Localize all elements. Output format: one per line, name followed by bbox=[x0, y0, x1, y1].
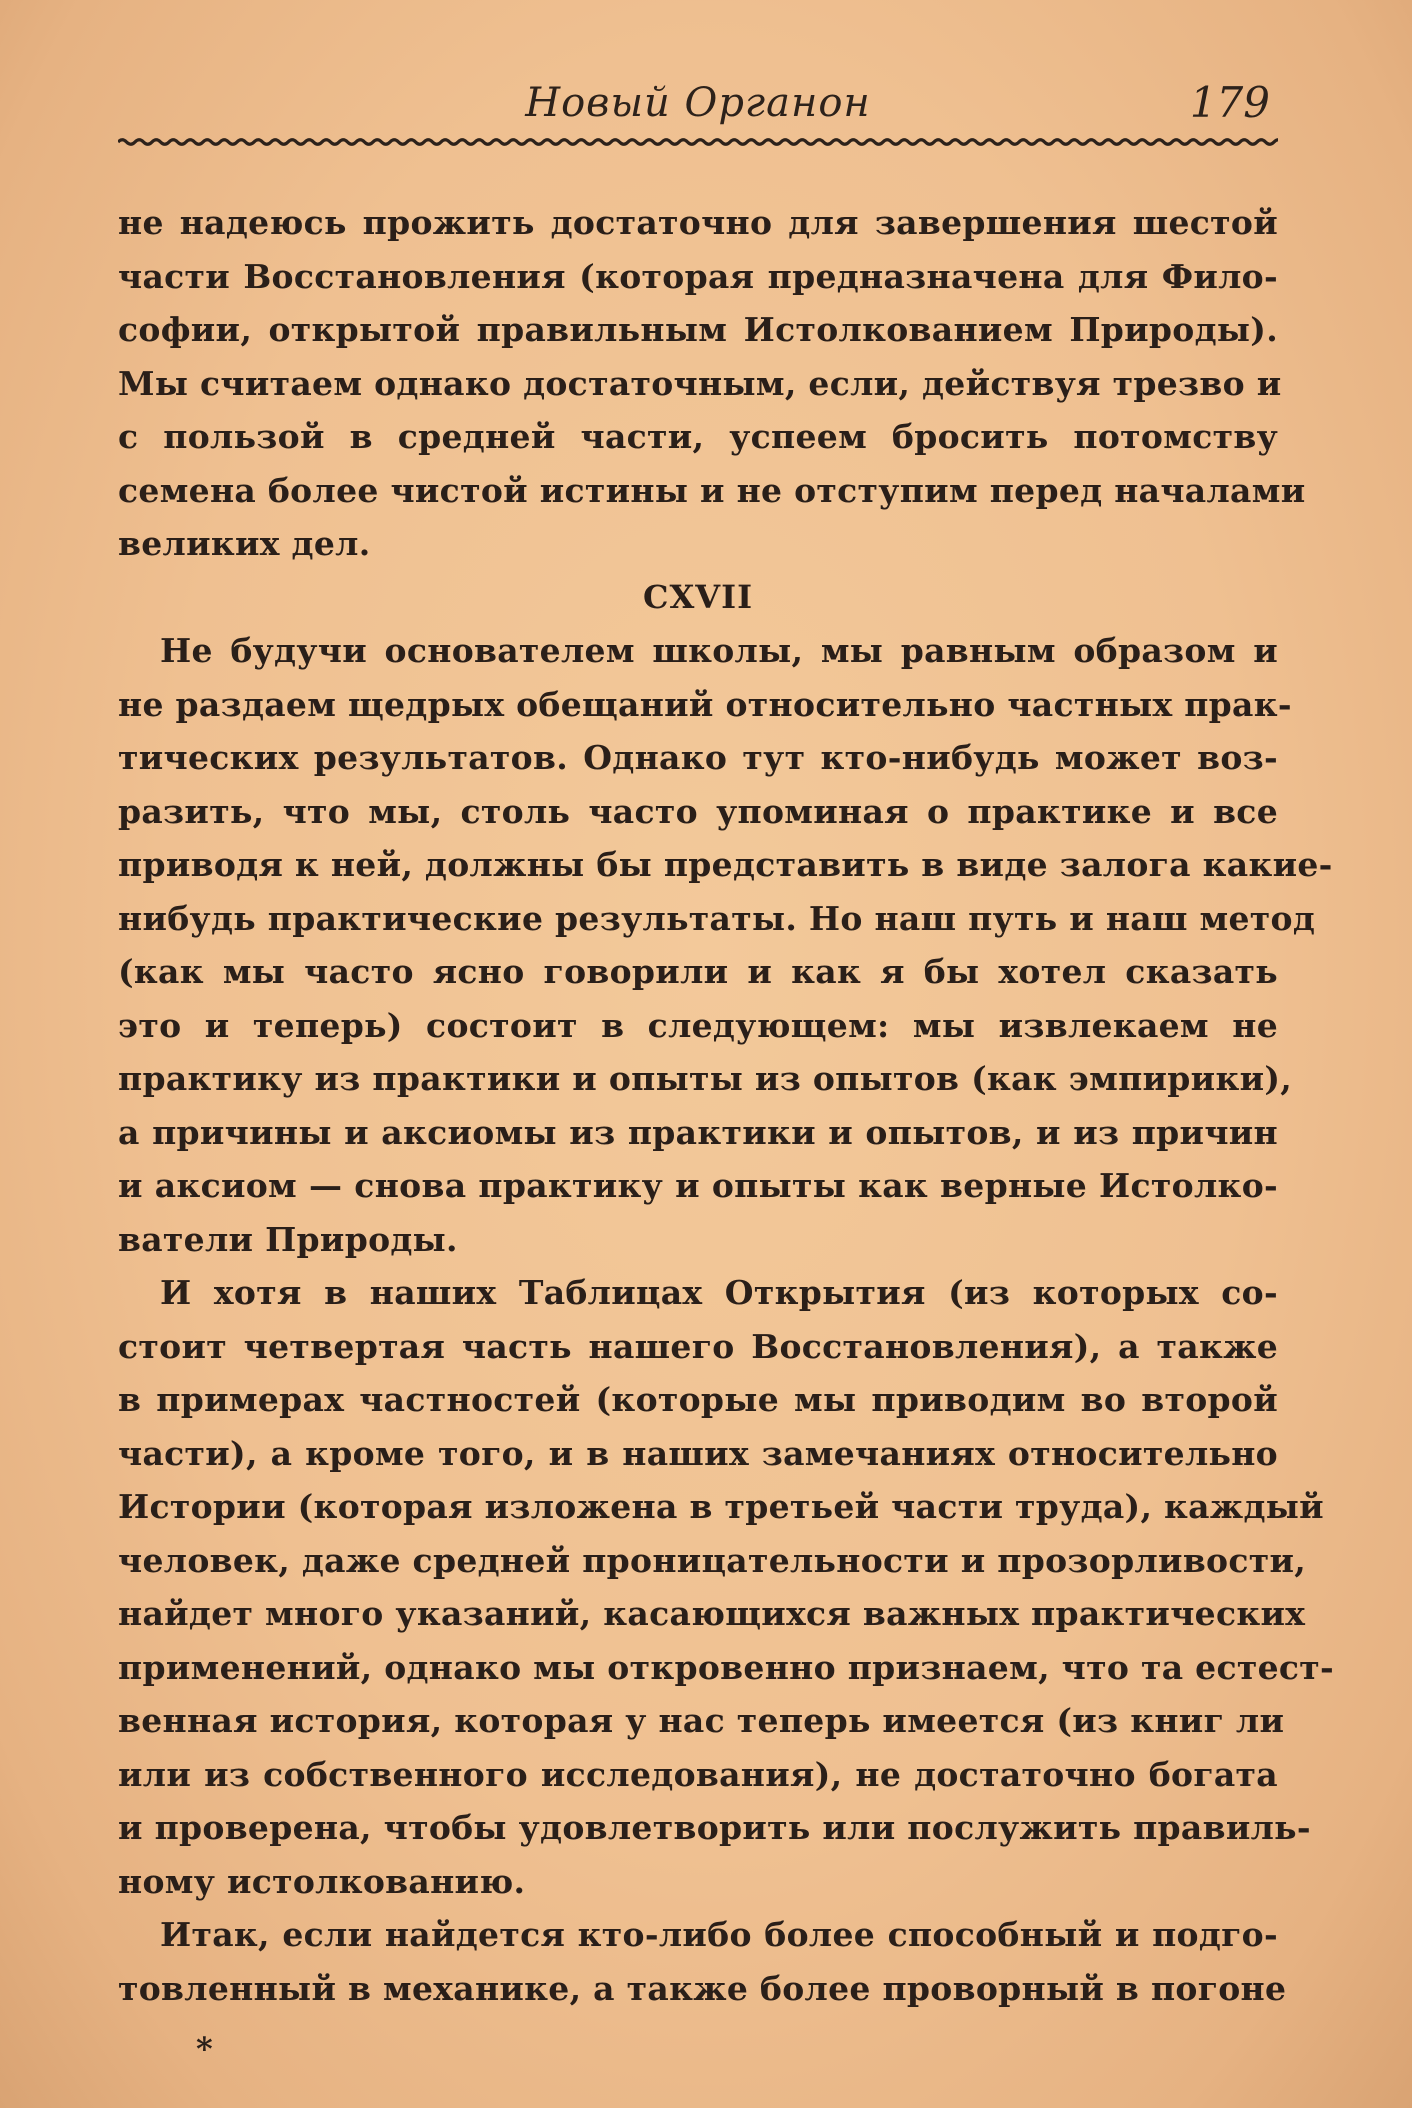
text-line: Мы считаем однако достаточным, если, действуя трезво и bbox=[118, 363, 1282, 403]
running-head bbox=[118, 80, 1278, 140]
text-line: это и теперь) состоит в следующем: мы извлекаем не bbox=[118, 1005, 1278, 1045]
text-line: не раздаем щедрых обещаний относительно частных прак- bbox=[118, 684, 1292, 724]
text-line: не надеюсь прожить достаточно для завершения шестой bbox=[118, 203, 1278, 242]
text-line: великих дел. bbox=[118, 524, 371, 563]
paragraph bbox=[118, 1908, 1287, 2015]
text-line: с пользой в средней части, успеем бросить потомству bbox=[118, 417, 1278, 456]
paragraph bbox=[118, 624, 1333, 1266]
text-line: человек, даже средней проницательности и прозорливости, bbox=[118, 1540, 1307, 1580]
text-line: в примерах частностей (которые мы приводим во второй bbox=[118, 1380, 1278, 1419]
text-line: части), а кроме того, и в наших замечаниях относительно bbox=[118, 1433, 1278, 1473]
text-line: товленный в механике, а также более проворный в погоне bbox=[118, 1968, 1287, 2008]
text-line: стоит четвертая часть нашего Восстановления), а также bbox=[118, 1326, 1278, 1366]
text-line: найдет много указаний, касающихся важных практических bbox=[118, 1594, 1306, 1633]
text-line: применений, однако мы откровенно признаем, что та естест- bbox=[118, 1647, 1335, 1687]
text-line: венная история, которая у нас теперь имеется (из книг ли bbox=[118, 1701, 1285, 1740]
page-number: 179 bbox=[1189, 78, 1270, 127]
wavy-rule-ornament bbox=[118, 134, 1278, 150]
text-line: и аксиом — снова практику и опыты как верные Истолко- bbox=[118, 1166, 1278, 1205]
text-line: софии, открытой правильным Истолкованием Природы). bbox=[118, 310, 1278, 349]
text-line: (как мы часто ясно говорили и как я бы хотел сказать bbox=[118, 952, 1278, 991]
text-line: Итак, если найдется кто-либо более способный и подго- bbox=[160, 1915, 1278, 1954]
paragraph bbox=[118, 1266, 1335, 1908]
text-line: или из собственного исследования), не достаточно богата bbox=[118, 1754, 1278, 1794]
text-line: разить, что мы, столь часто упоминая о практике и все bbox=[118, 791, 1278, 831]
footnote-mark: * bbox=[196, 2030, 213, 2068]
text-line: тических результатов. Однако тут кто-нибудь может воз- bbox=[118, 738, 1278, 777]
paragraph bbox=[118, 196, 1306, 571]
text-line: нибудь практические результаты. Но наш путь и наш метод bbox=[118, 898, 1316, 938]
text-line: Истории (которая изложена в третьей части труда), каждый bbox=[118, 1487, 1324, 1526]
text-line: ватели Природы. bbox=[118, 1219, 458, 1259]
running-title: Новый Органон bbox=[525, 80, 871, 126]
text-line: практику из практики и опыты из опытов (как эмпирики), bbox=[118, 1059, 1293, 1098]
text-line: И хотя в наших Таблицах Открытия (из которых со- bbox=[160, 1273, 1278, 1312]
text-line: Не будучи основателем школы, мы равным образом и bbox=[160, 631, 1278, 670]
text-line: ному истолкованию. bbox=[118, 1861, 526, 1901]
body-text bbox=[118, 196, 1335, 2015]
text-line: и проверена, чтобы удовлетворить или послужить правиль- bbox=[118, 1808, 1311, 1847]
text-line: а причины и аксиомы из практики и опытов, и из причин bbox=[118, 1112, 1278, 1152]
text-line: приводя к ней, должны бы представить в виде залога какие- bbox=[118, 845, 1333, 884]
section-number: CXVII bbox=[642, 577, 754, 616]
text-line: семена более чистой истины и не отступим перед началами bbox=[118, 470, 1306, 510]
text-line: части Восстановления (которая предназначена для Фило- bbox=[118, 256, 1278, 296]
